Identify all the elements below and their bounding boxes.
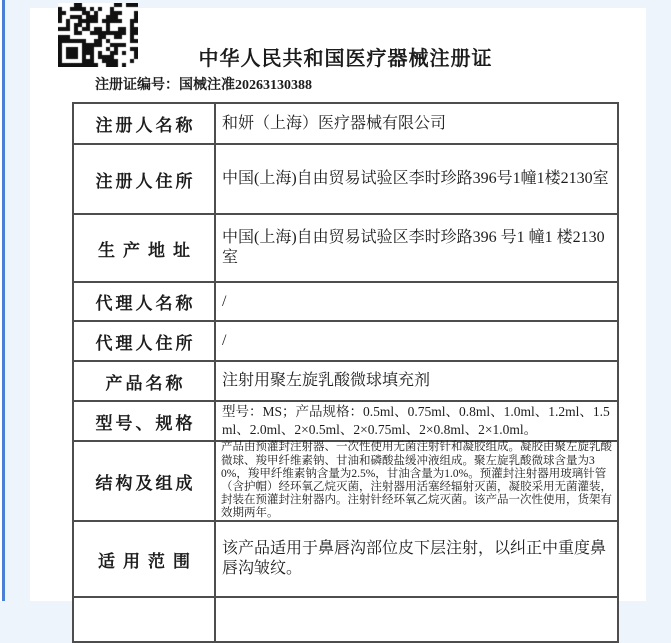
row-value: 注射用聚左旋乳酸微球填充剂 [222,372,431,389]
registration-number-value: 国械注准20263130388 [179,78,312,93]
page-title: 中华人民共和国医疗器械注册证 [198,48,493,70]
table-row [74,440,617,520]
row-label [74,598,216,641]
row-label: 结构及组成 [74,442,216,520]
row-label: 代理人名称 [74,283,216,320]
table-row [74,143,617,213]
table-row [74,320,617,360]
row-value: / [222,332,227,349]
row-value: 该产品适用于鼻唇沟部位皮下层注射，以纠正中重度鼻唇沟皱纹。 [222,540,607,577]
row-value: / [222,292,227,310]
row-label: 适用范围 [74,522,216,596]
row-value: 产品由预灌封注射器、一次性使用无菌注射针和凝胶组成。凝胶由聚左旋乳酸微球、羧甲纤维素钠、甘油和磷酸盐缓冲液组成。聚左旋乳酸微球含量为30%，羧甲纤维素钠含量为2.5%，甘油含量为1.0%。预灌封注射器用玻璃针管（含护帽）经环氧乙烷灭菌，注射器用活塞经辐射灭菌，凝胶采用无菌灌装，封装在预灌封注射器内。注射针经环氧乙烷灭菌。该产品一次性使用，货架有效期两年。 [221,441,612,520]
row-label: 代理人住所 [74,322,216,360]
table-row [74,360,617,400]
table-row [74,213,617,281]
table-row [74,281,617,320]
row-label: 型号、规格 [74,402,216,440]
cert-table [72,102,619,643]
table-row [74,596,617,641]
row-label: 产品名称 [74,362,216,400]
registration-number-line [95,74,312,94]
left-accent-line [2,0,5,601]
row-value: 型号：MS；产品规格：0.5ml、0.75ml、0.8ml、1.0ml、1.2ml、1.5ml、2.0ml、2×0.5ml、2×0.75ml、2×0.8ml、2×1.0ml。 [222,404,610,437]
row-label: 注册人住所 [74,145,216,213]
row-value: 中国(上海)自由贸易试验区李时珍路396 号1 幢1 楼2130 室 [222,229,605,266]
row-value [216,598,617,641]
row-label: 注册人名称 [74,104,216,143]
table-row [74,104,617,143]
table-row [74,520,617,596]
row-value: 和妍（上海）医疗器械有限公司 [222,114,447,132]
row-value: 中国(上海)自由贸易试验区李时珍路396号1幢1楼2130室 [222,170,609,187]
row-label: 生产地址 [74,215,216,281]
table-row [74,400,617,440]
registration-number-label: 注册证编号： [95,78,179,93]
